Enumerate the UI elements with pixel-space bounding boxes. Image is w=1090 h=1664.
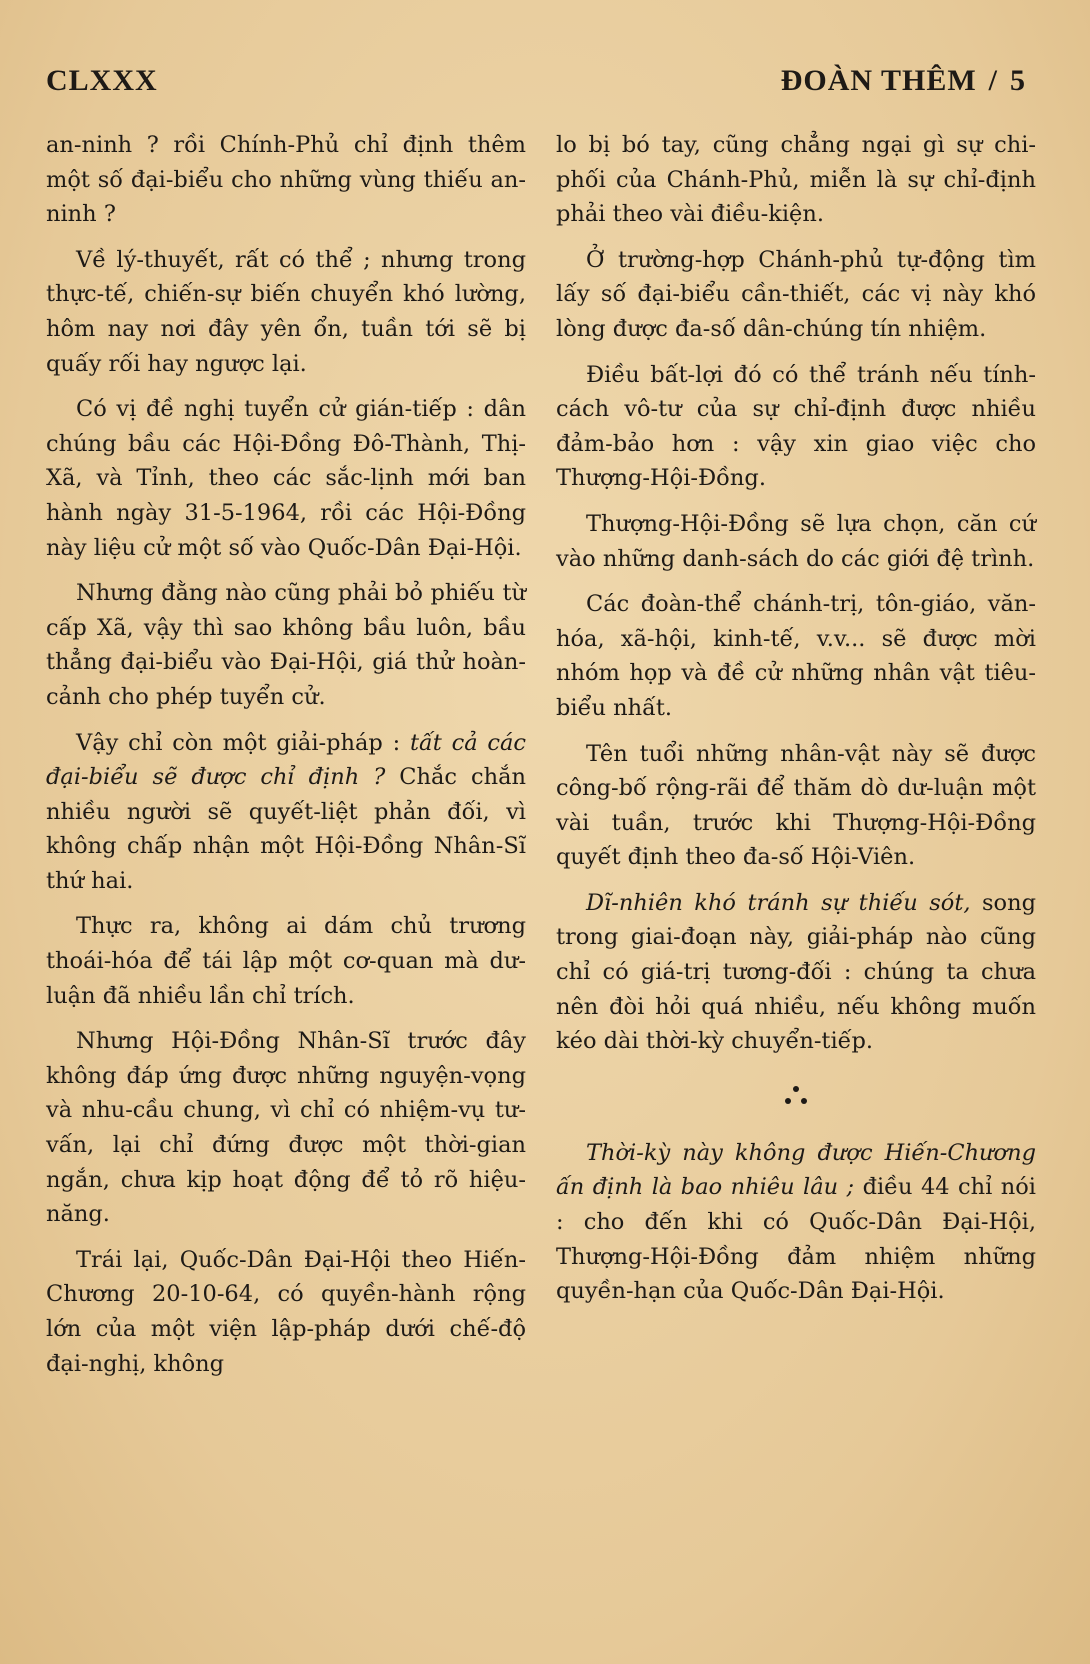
- paragraph: Điều bất-lợi đó có thể tránh nếu tính-cách vô-tư của sự chỉ-định được nhiều đảm-bảo hơn : vậy xin giao việc cho Thượng-Hội-Đồng.: [556, 361, 1036, 492]
- right-column: [556, 128, 1036, 1392]
- paragraph: Về lý-thuyết, rất có thể ; nhưng trong thực-tế, chiến-sự biến chuyển khó lường, hôm nay nơi đây yên ổn, tuần tới sẽ bị quấy rối hay ngược lại.: [46, 246, 526, 377]
- divider-dot: [785, 1098, 791, 1104]
- italic-phrase: Thời-kỳ này không được Hiến-Chương ấn định là bao nhiêu lâu ;: [556, 1139, 1036, 1201]
- italic-phrase: Dĩ-nhiên khó tránh sự thiếu sót,: [586, 889, 971, 916]
- divider-dot: [801, 1098, 807, 1104]
- paragraph: Thượng-Hội-Đồng sẽ lựa chọn, căn cứ vào những danh-sách do các giới đệ trình.: [556, 510, 1036, 572]
- divider-dot: [793, 1086, 799, 1092]
- section-divider-dots: [556, 1070, 1036, 1130]
- left-column: [46, 128, 526, 1392]
- paragraph: Thực ra, không ai dám chủ trương thoái-hóa để tái lập một cơ-quan mà dư-luận đã nhiều lần chỉ trích.: [46, 913, 526, 1009]
- author-name: ĐOÀN THÊM: [780, 64, 977, 97]
- paragraph: [46, 726, 526, 899]
- page-header: [46, 56, 1026, 106]
- paragraph: [556, 886, 1036, 1059]
- running-head-right: [781, 64, 1026, 98]
- paragraph: an-ninh ? rồi Chính-Phủ chỉ định thêm một số đại-biểu cho những vùng thiếu an-ninh ?: [46, 132, 526, 228]
- paragraph: [556, 1136, 1036, 1309]
- paragraph: Tên tuổi những nhân-vật này sẽ được công-bố rộng-rãi để thăm dò dư-luận một vài tuần, trước khi Thượng-Hội-Đồng quyết định theo đa-số Hội-Viên.: [556, 740, 1036, 871]
- paragraph: lo bị bó tay, cũng chẳng ngại gì sự chi-phối của Chánh-Phủ, miễn là sự chỉ-định phải theo vài điều-kiện.: [556, 132, 1036, 228]
- header-separator: /: [988, 64, 998, 97]
- paragraph: Có vị đề nghị tuyển cử gián-tiếp : dân chúng bầu các Hội-Đồng Đô-Thành, Thị-Xã, và Tỉnh, theo các sắc-lịnh mới ban hành ngày 31-5-1964, rồi các Hội-Đồng này liệu cử một số vào Quốc-Dân Đại-Hội.: [46, 396, 526, 561]
- italic-phrase: tất cả các đại-biểu sẽ được chỉ định ?: [46, 729, 526, 791]
- text-columns: [46, 128, 1036, 1392]
- paragraph-text: điều 44 chỉ nói : cho đến khi có Quốc-Dân Đại-Hội, Thượng-Hội-Đồng đảm nhiệm những quyền-hạn của Quốc-Dân Đại-Hội.: [556, 1174, 1036, 1305]
- page-number: 5: [1010, 64, 1026, 97]
- paragraph: Nhưng đằng nào cũng phải bỏ phiếu từ cấp Xã, vậy thì sao không bầu luôn, bầu thẳng đại-biểu vào Đại-Hội, giá thử hoàn-cảnh cho phép tuyển cử.: [46, 580, 526, 710]
- paragraph: Nhưng Hội-Đồng Nhân-Sĩ trước đây không đáp ứng được những nguyện-vọng và nhu-cầu chung, vì chỉ có nhiệm-vụ tư-vấn, lại chỉ đứng được một thời-gian ngắn, chưa kịp hoạt động để tỏ rõ hiệu-năng.: [46, 1028, 526, 1228]
- running-head-left: CLXXX: [46, 64, 158, 97]
- paragraph-text: song trong giai-đoạn này, giải-pháp nào cũng chỉ có giá-trị tương-đối : chúng ta chưa nên đòi hỏi quá nhiều, nếu không muốn kéo dài thời-kỳ chuyển-tiếp.: [556, 889, 1036, 1055]
- paragraph-text: Chắc chắn nhiều người sẽ quyết-liệt phản đối, vì không chấp nhận một Hội-Đồng Nhân-Sĩ thứ hai.: [46, 764, 526, 894]
- paragraph: Ở trường-hợp Chánh-phủ tự-động tìm lấy số đại-biểu cần-thiết, các vị này khó lòng được đa-số dân-chúng tín nhiệm.: [556, 246, 1036, 342]
- paragraph: Các đoàn-thể chánh-trị, tôn-giáo, văn-hóa, xã-hội, kinh-tế, v.v... sẽ được mời nhóm họp và đề cử những nhân vật tiêu-biểu nhất.: [556, 591, 1036, 721]
- paragraph-text: Vậy chỉ còn một giải-pháp :: [76, 729, 410, 756]
- paragraph: Trái lại, Quốc-Dân Đại-Hội theo Hiến-Chương 20-10-64, có quyền-hành rộng lớn của một viện lập-pháp dưới chế-độ đại-nghị, không: [46, 1246, 526, 1377]
